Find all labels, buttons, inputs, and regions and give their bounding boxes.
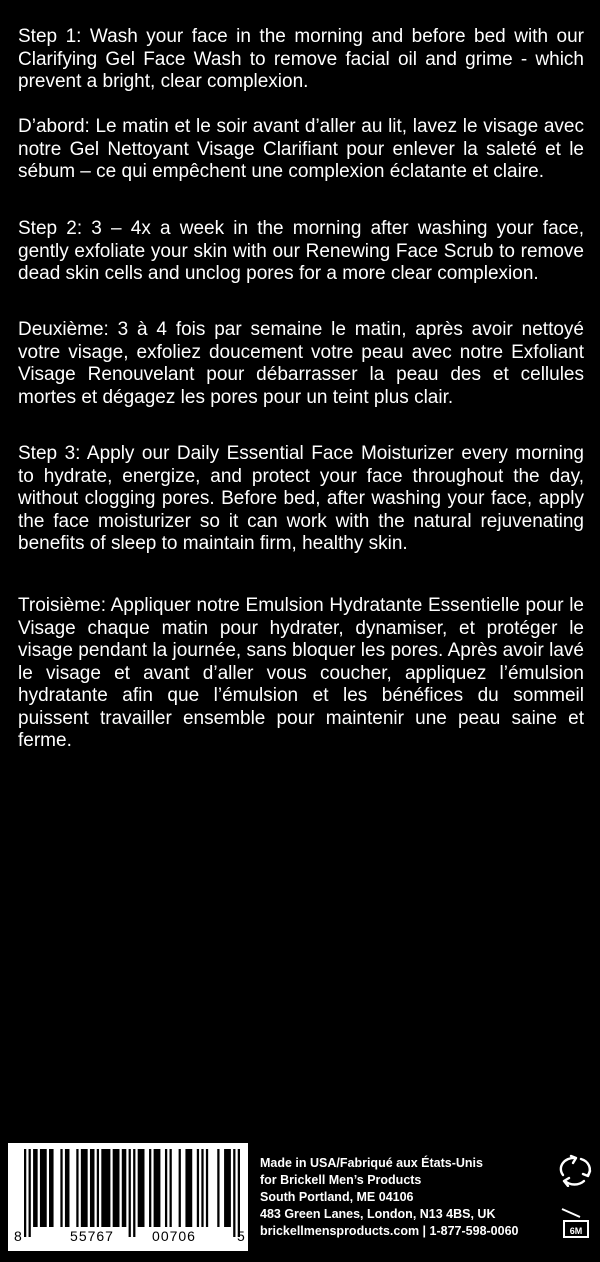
origin-line: Made in USA/Fabriqué aux États-Unis <box>260 1156 483 1170</box>
barcode-bar <box>224 1149 231 1227</box>
barcode-bar <box>40 1149 47 1227</box>
barcode-bar <box>65 1149 70 1227</box>
step2-french: Deuxième: 3 à 4 fois par semaine le matin, après avoir nettoyé votre visage, exfoliez doucement votre peau avec notre Exfoliant Visage Renouvelant pour débarrasser la peau des et cellules mortes et dégagez les pores pour un teint plus clair. <box>18 319 584 408</box>
uk-address-line: 483 Green Lanes, London, N13 4BS, UK <box>260 1207 496 1221</box>
barcode-guard-bar <box>233 1149 235 1237</box>
barcode-bar <box>201 1149 203 1227</box>
barcode-guard-bar <box>133 1149 135 1237</box>
barcode-bars <box>14 1149 242 1239</box>
barcode-right-group: 00706 <box>138 1228 210 1244</box>
barcode-bar <box>138 1149 145 1227</box>
barcode-bar <box>113 1149 120 1227</box>
step1-french: D’abord: Le matin et le soir avant d’aller au lit, lavez le visage avec notre Gel Nettoyant Visage Clarifiant pour enlever la saleté et le sébum – ce qui empêchent une complexion éclatante et claire. <box>18 116 584 182</box>
barcode-first-digit: 8 <box>14 1228 22 1244</box>
barcode-bar <box>122 1149 127 1227</box>
barcode-guard-bar <box>129 1149 131 1237</box>
step1-english: Step 1: Wash your face in the morning and before bed with our Clarifying Gel Face Wash to remove facial oil and grime - which prevent a bright, clear complexion. <box>18 26 584 92</box>
contact-line <box>260 1223 519 1240</box>
barcode-bar <box>179 1149 181 1227</box>
barcode-bar <box>149 1149 151 1227</box>
barcode-bar <box>197 1149 199 1227</box>
step2-english: Step 2: 3 – 4x a week in the morning after washing your face, gently exfoliate your skin with our Renewing Face Scrub to remove dead skin cells and unclog pores for a more clear complexion. <box>18 218 584 284</box>
barcode-guard-bar <box>29 1149 31 1237</box>
barcode-left-group: 55767 <box>56 1228 128 1244</box>
us-address-line: South Portland, ME 04106 <box>260 1190 414 1204</box>
barcode-bar <box>185 1149 192 1227</box>
barcode-last-digit: 5 <box>237 1228 245 1244</box>
label-footer <box>0 1135 600 1255</box>
barcode-bar <box>170 1149 172 1227</box>
barcode-bar <box>90 1149 95 1227</box>
open-jar-icon <box>558 1205 594 1241</box>
step3-french: Troisième: Appliquer notre Emulsion Hydratante Essentielle pour le Visage chaque matin pour hydrater, dynamiser, et protéger le visage pendant la journée, sans bloquer les pores. Après avoir lavé le visage et avant d’aller vous coucher, appliquez l’émulsion hydratante afin que l’émulsion et les bénéfices du sommeil puissent travailler ensemble pour maintenir une peau saine et ferme. <box>18 595 584 751</box>
pao-label: 6M <box>569 1226 583 1236</box>
company-address <box>260 1155 519 1240</box>
step3-english: Step 3: Apply our Daily Essential Face Moisturizer every morning to hydrate, energize, and protect your face throughout the day, without clogging pores. Before bed, after washing your face, apply the face moisturizer so it can work with the natural rejuvenating benefits of sleep to maintain firm, healthy skin. <box>18 443 584 554</box>
upc-barcode <box>8 1143 248 1251</box>
contact-separator: | <box>419 1224 430 1238</box>
barcode-guard-bar <box>238 1149 240 1237</box>
recycle-icon <box>555 1153 595 1187</box>
barcode-bar <box>217 1149 219 1227</box>
website-text: brickellmensproducts.com <box>260 1224 420 1238</box>
barcode-bar <box>154 1149 161 1227</box>
barcode-bar <box>165 1149 167 1227</box>
barcode-bar <box>206 1149 208 1227</box>
barcode-bar <box>76 1149 78 1227</box>
barcode-bar <box>97 1149 99 1227</box>
barcode-bar <box>81 1149 88 1227</box>
company-name-line: for Brickell Men’s Products <box>260 1173 422 1187</box>
barcode-bar <box>49 1149 54 1227</box>
phone-text: 1-877-598-0060 <box>429 1224 519 1238</box>
barcode-bar <box>33 1149 38 1227</box>
barcode-bar <box>101 1149 110 1227</box>
barcode-guard-bar <box>24 1149 26 1237</box>
barcode-bar <box>60 1149 62 1227</box>
